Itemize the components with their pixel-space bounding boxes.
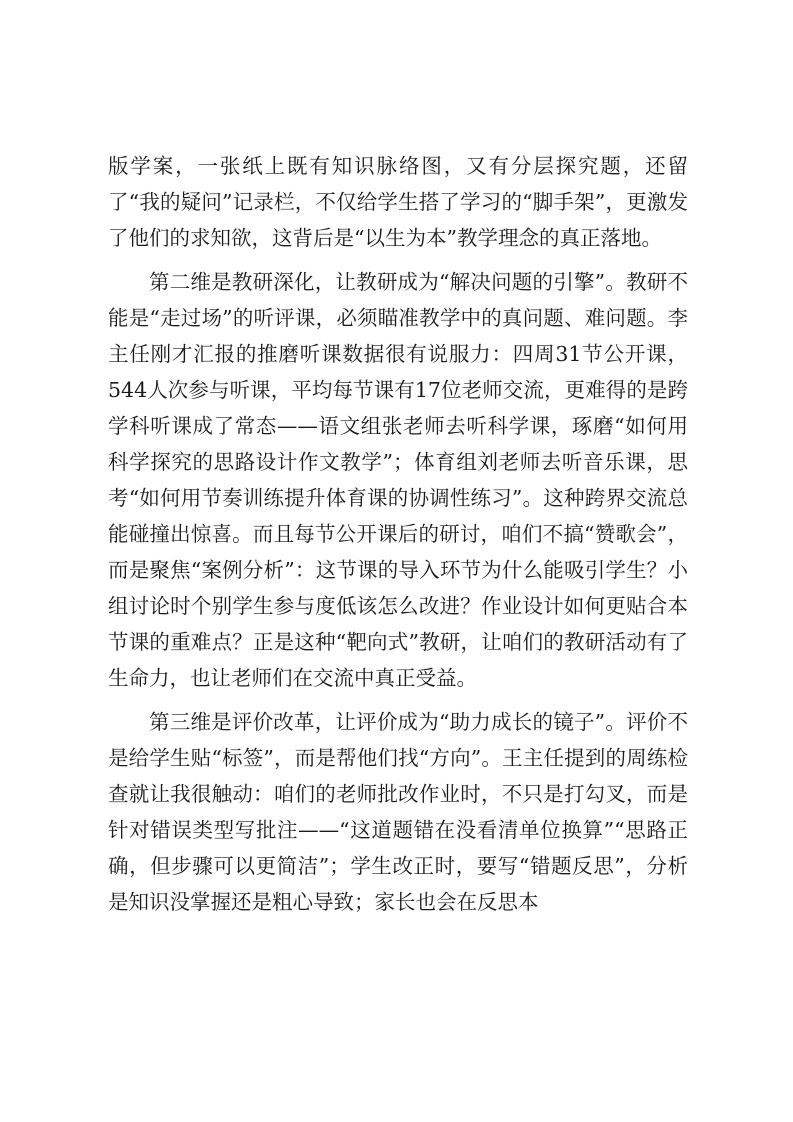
paragraph-continuation: 版学案，一张纸上既有知识脉络图，又有分层探究题，还留了“我的疑问”记录栏，不仅给学生搭了学习的“脚手架”，更激发了他们的求知欲，这背后是“以生为本”教学理念的真正落地。 <box>108 154 688 250</box>
paragraph-teaching-research: 第二维是教研深化，让教研成为“解决问题的引擎”。教研不能是“走过场”的听评课，必须瞄准教学中的真问题、难问题。李主任刚才汇报的推磨听课数据很有说服力：四周31节公开课，544人次参与听课，平均每节课有17位老师交流，更难得的是跨学科听课成了常态——语文组张老师去听科学课，琢磨“如何用科学探究的思路设计作文教学”；体育组刘老师去听音乐课，思考“如何用节奏训练提升体育课的协调性练习”。这种跨界交流总能碰撞出惊喜。而且每节公开课后的研讨，咱们不搞“赞歌会”，而是聚焦“案例分析”：这节课的导入环节为什么能吸引学生？小组讨论时个别学生参与度低该怎么改进？作业设计如何更贴合本节课的重难点？正是这种“靶向式”教研，让咱们的教研活动有了生命力，也让老师们在交流中真正受益。 <box>108 270 688 690</box>
document-body <box>108 148 688 928</box>
paragraph-evaluation-reform: 第三维是评价改革，让评价成为“助力成长的镜子”。评价不是给学生贴“标签”，而是帮他们找“方向”。王主任提到的周练检查就让我很触动：咱们的老师批改作业时，不只是打勾叉，而是针对错误类型写批注——“这道题错在没看清单位换算”“思路正确，但步骤可以更简洁”；学生改正时，要写“错题反思”，分析是知识没掌握还是粗心导致；家长也会在反思本 <box>108 710 688 914</box>
